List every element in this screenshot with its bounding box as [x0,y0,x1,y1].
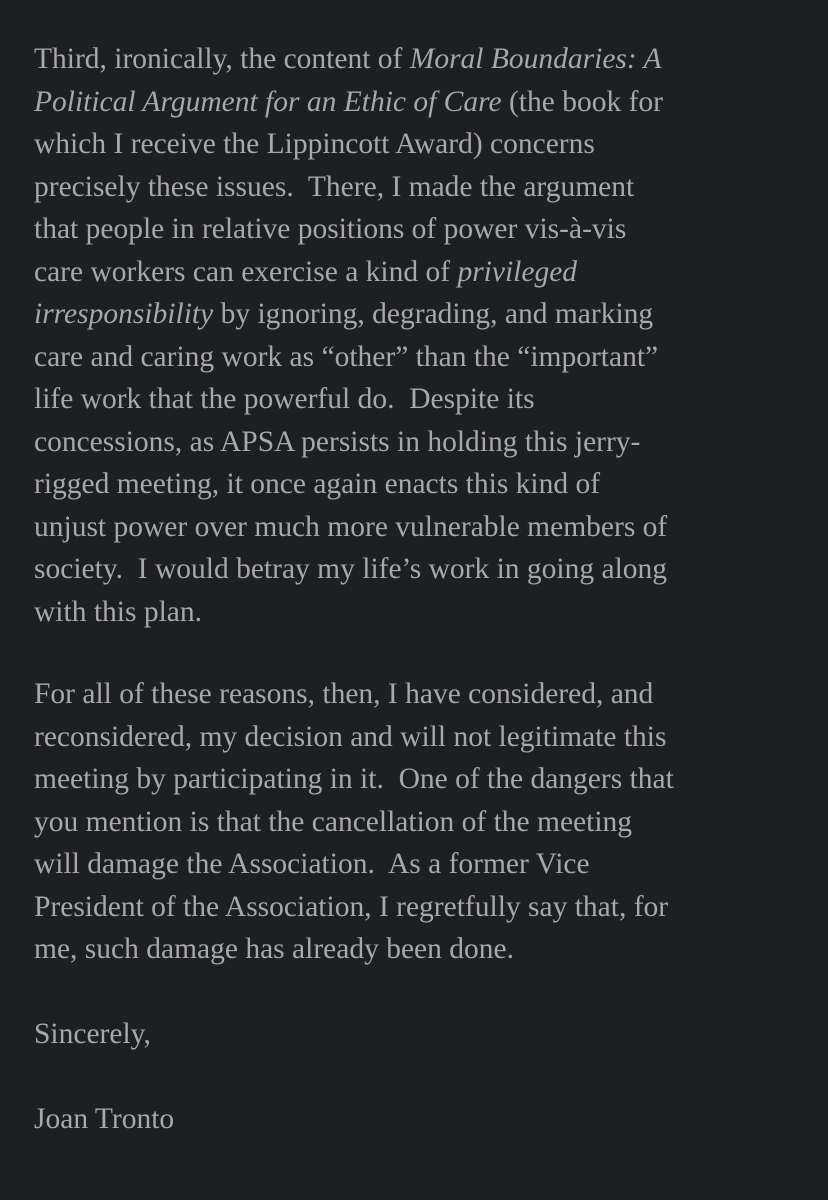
text-line: which I receive the Lippincott Award) concerns [34,128,595,160]
text-line: Third, ironically, the content of Moral Boundaries: A [34,43,662,75]
text-line: rigged meeting, it once again enacts this kind of [34,468,601,500]
paragraph-privileged-irresponsibility [34,38,667,633]
text-line: will damage the Association. As a former Vice [34,848,590,880]
book-title: Moral Boundaries: A [409,43,662,75]
text-line: irresponsibility by ignoring, degrading, and marking [34,298,654,330]
text-line: For all of these reasons, then, I have considered, and [34,678,654,710]
text-line: meeting by participating in it. One of the dangers that [34,763,674,795]
text-line: Political Argument for an Ethic of Care (the book for [34,85,663,118]
text-line: that people in relative positions of power vis-à-vis [34,213,627,245]
book-title: Political Argument for an Ethic of Care [34,85,502,118]
text-line: precisely these issues. There, I made the argument [34,170,635,203]
emphasized-term: irresponsibility [34,298,214,330]
closing [34,1013,151,1056]
paragraph-decision [34,673,674,971]
text-line: care workers can exercise a kind of privileged [34,255,578,288]
text-line: you mention is that the cancellation of the meeting [34,805,633,838]
text-line: life work that the powerful do. Despite its [34,383,535,415]
text-line: concessions, as APSA persists in holding this jerry- [34,425,641,458]
text-line: care and caring work as “other” than the “important” [34,340,659,373]
signature-name: Joan Tronto [34,1103,175,1135]
text-line: President of the Association, I regretfully say that, for [34,890,669,923]
text-line: me, such damage has already been done. [34,933,514,965]
text-line: unjust power over much more vulnerable members of [34,510,668,543]
signature [34,1098,174,1141]
closing-text: Sincerely, [34,1018,151,1050]
text-line: society. I would betray my life’s work in going along [34,553,668,585]
text-line: reconsidered, my decision and will not legitimate this [34,720,667,753]
emphasized-term: privileged [457,255,578,288]
text-line: with this plan. [34,595,202,628]
